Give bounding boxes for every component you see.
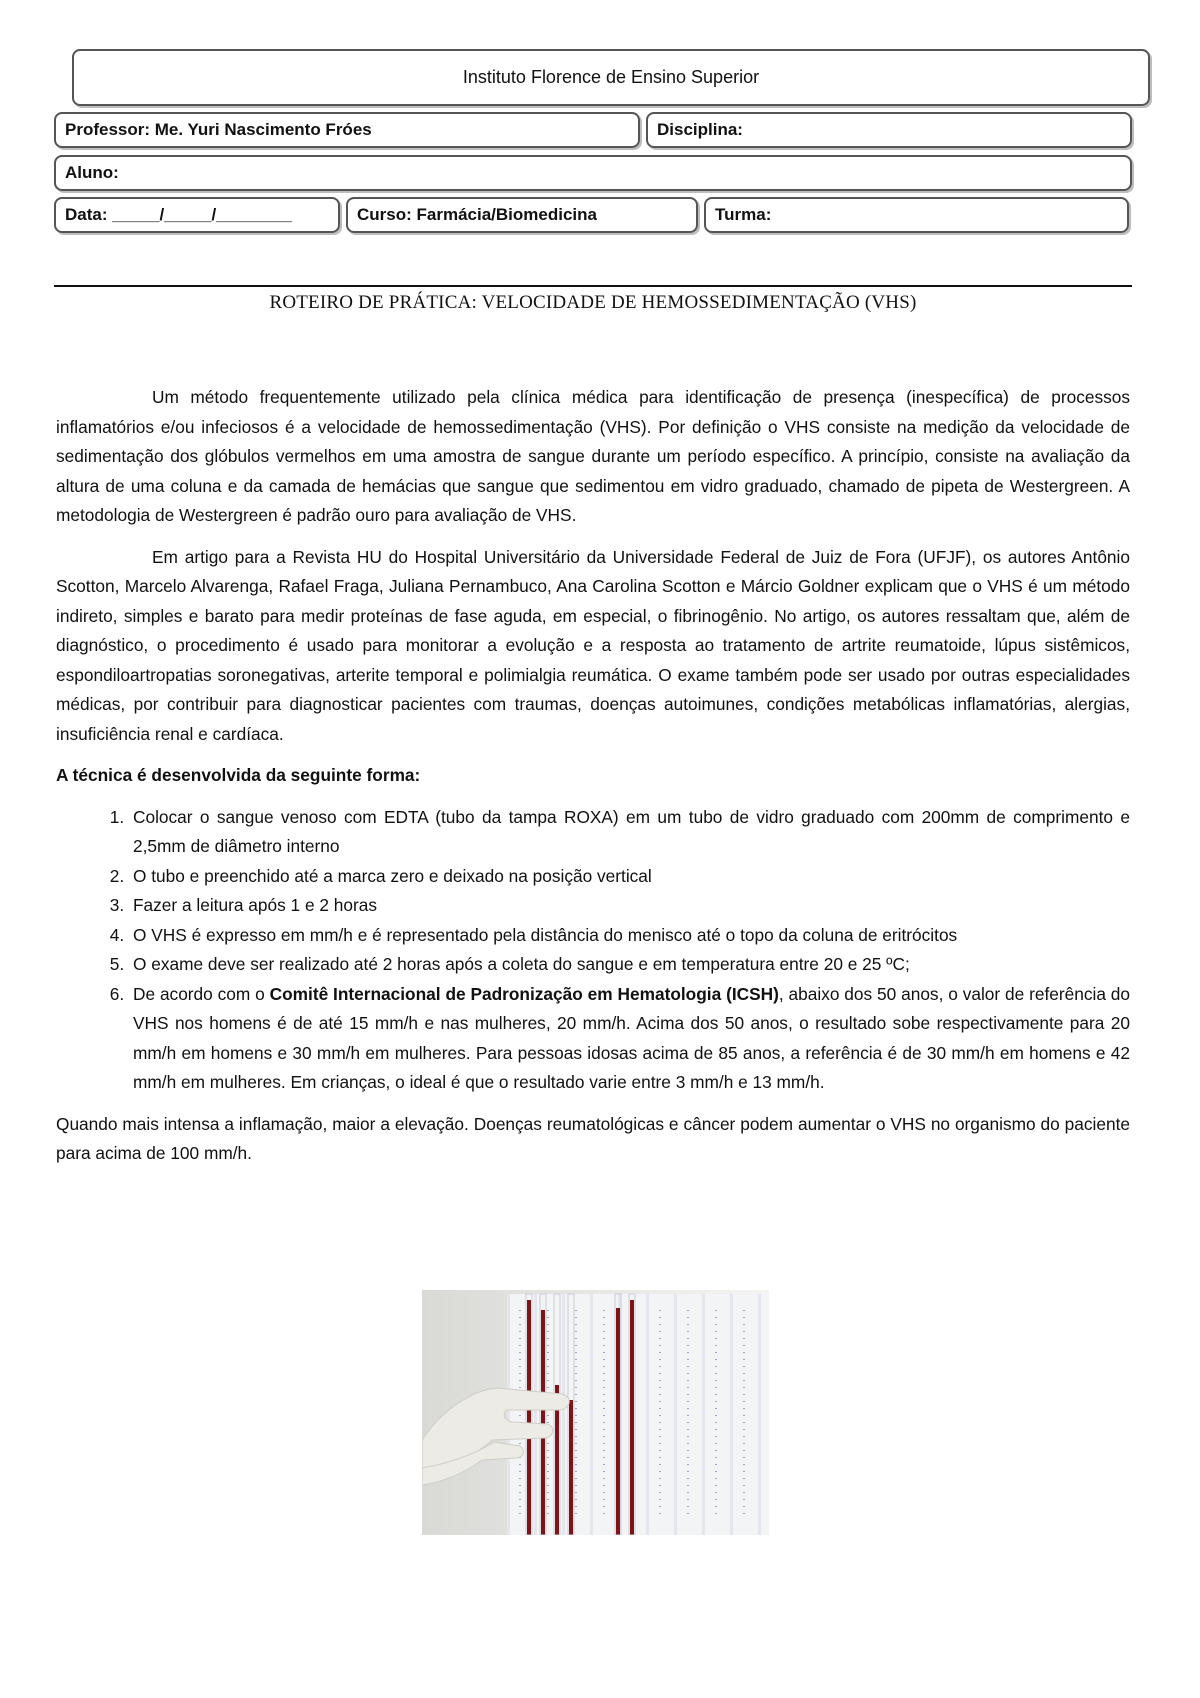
turma-label: Turma: bbox=[715, 205, 772, 224]
disciplina-label: Disciplina: bbox=[657, 120, 743, 139]
icsh-name: Comitê Internacional de Padronização em Hematologia (ICSH) bbox=[269, 983, 779, 1004]
professor-label: Professor: Me. Yuri Nascimento Fróes bbox=[65, 120, 372, 139]
technique-steps bbox=[56, 803, 1130, 1098]
data-label: Data: _____/_____/________ bbox=[65, 205, 292, 224]
aluno-label: Aluno: bbox=[65, 163, 119, 182]
technique-heading: A técnica é desenvolvida da seguinte forma: bbox=[56, 765, 421, 785]
step-item: 5. O exame deve ser realizado até 2 horas após a coleta do sangue e em temperatura entre 20 e 25 ºC; bbox=[129, 950, 1130, 980]
article-paragraph: Em artigo para a Revista HU do Hospital Universitário da Universidade Federal de Juiz de Fora (UFJF), os autores Antônio Scotton, Marcelo Alvarenga, Rafael Fraga, Juliana Pernambuco, Ana Carolina Scotton e Márcio Goldner explicam que o VHS é um método indireto, simples e barato para medir proteínas de fase aguda, em especial, o fibrinogênio. No artigo, os autores ressaltam que, além de diagnóstico, o procedimento é usado para monitorar a evolução e a resposta ao tratamento de artrite reumatoide, lúpus sistêmicos, espondiloartropatias soronegativas, arterite temporal e polimialgia reumática. O exame também pode ser usado por outras especialidades médicas, por contribuir para diagnosticar pacientes com traumas, doenças autoimunes, condições metabólicas inflamatórias, alergias, insuficiência renal e cardíaca. bbox=[56, 546, 1130, 744]
westergreen-rack-illustration bbox=[422, 1290, 769, 1535]
blood-column bbox=[569, 1400, 573, 1535]
institution-box bbox=[72, 49, 1150, 106]
blood-column bbox=[630, 1300, 634, 1535]
step-item bbox=[129, 980, 1130, 1098]
curso-label: Curso: Farmácia/Biomedicina bbox=[357, 205, 597, 224]
document-body bbox=[56, 383, 1130, 1169]
aluno-field[interactable] bbox=[54, 155, 1132, 191]
turma-field[interactable] bbox=[704, 197, 1129, 233]
blood-column bbox=[616, 1308, 620, 1535]
title-divider bbox=[54, 285, 1132, 287]
step-item: 4. O VHS é expresso em mm/h e é representado pela distância do menisco até o topo da coluna de eritrócitos bbox=[129, 921, 1130, 951]
step6-text-end: , abaixo dos 50 anos, o valor de referência do VHS nos homens é de até 15 mm/h e nas mulheres, 20 mm/h. Acima dos 50 anos, o resultado sobe respectivamente para 20 mm/h em homens e 30 mm/h em mulheres. Para pessoas idosas acima de 85 anos, a referência é de 30 mm/h em homens e 42 mm/h em mulheres. Em crianças, o ideal é que o resultado varie entre 3 mm/h e 13 mm/h. bbox=[133, 983, 1131, 1092]
page-title: ROTEIRO DE PRÁTICA: VELOCIDADE DE HEMOSSEDIMENTAÇÃO (VHS) bbox=[269, 292, 917, 313]
blood-column bbox=[527, 1300, 531, 1535]
step-item: 2. O tubo e preenchido até a marca zero e deixado na posição vertical bbox=[129, 862, 1130, 892]
step6-text-start: De acordo com o bbox=[133, 983, 270, 1004]
data-field[interactable] bbox=[54, 197, 340, 233]
blood-column bbox=[541, 1310, 545, 1535]
intro-paragraph: Um método frequentemente utilizado pela clínica médica para identificação de presença (inespecífica) de processos inflamatórios e/ou infeciosos é a velocidade de hemossedimentação (VHS). Por definição o VHS consiste na medição da velocidade de sedimentação dos glóbulos vermelhos em uma amostra de sangue durante um período específico. A princípio, consiste na avaliação da altura de uma coluna e da camada de hemácias que sangue que sedimentou em vidro graduado, chamado de pipeta de Westergreen. A metodologia de Westergreen é padrão ouro para avaliação de VHS. bbox=[56, 387, 1130, 525]
vhs-tubes-photo bbox=[422, 1290, 769, 1535]
institution-name: Instituto Florence de Ensino Superior bbox=[462, 67, 760, 87]
disciplina-field[interactable] bbox=[646, 112, 1132, 148]
closing-paragraph: Quando mais intensa a inflamação, maior a elevação. Doenças reumatológicas e câncer podem aumentar o VHS no organismo do paciente para acima de 100 mm/h. bbox=[56, 1113, 1130, 1163]
step-item: 3. Fazer a leitura após 1 e 2 horas bbox=[129, 891, 1130, 921]
step-item: 1. Colocar o sangue venoso com EDTA (tubo da tampa ROXA) em um tubo de vidro graduado com 200mm de comprimento e 2,5mm de diâmetro interno bbox=[129, 803, 1130, 862]
professor-field bbox=[54, 112, 640, 148]
curso-field bbox=[346, 197, 698, 233]
